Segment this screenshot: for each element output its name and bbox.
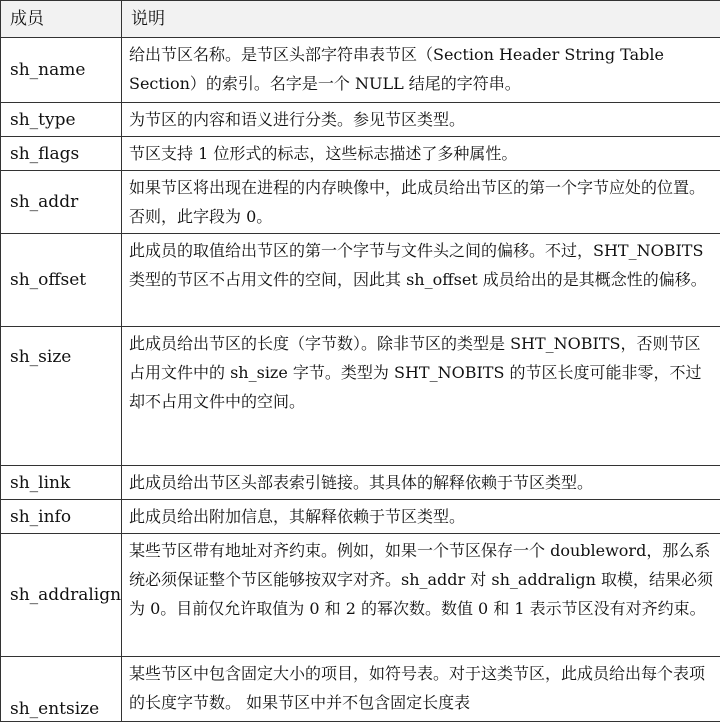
description-cell: 如果节区将出现在进程的内存映像中，此成员给出节区的第一个字节应处的位置。否则，此字段为 0。 [122,171,720,234]
description-cell: 此成员给出节区头部表索引链接。其具体的解释依赖于节区类型。 [122,466,720,500]
description-cell: 此成员给出节区的长度（字节数）。除非节区的类型是 SHT_NOBITS，否则节区占用文件中的 sh_size 字节。类型为 SHT_NOBITS 的节区长度可能非零，不过却不占用文件中的空间。 [122,327,720,466]
description-cell: 某些节区中包含固定大小的项目，如符号表。对于这类节区，此成员给出每个表项的长度字节数。 如果节区中并不包含固定长度表 [122,657,720,722]
description-cell: 此成员给出附加信息，其解释依赖于节区类型。 [122,500,720,534]
description-cell: 节区支持 1 位形式的标志，这些标志描述了多种属性。 [122,137,720,171]
table-row [1,103,720,137]
table-row [1,137,720,171]
member-cell: sh_entsize [1,657,122,722]
description-cell: 为节区的内容和语义进行分类。参见节区类型。 [122,103,720,137]
member-cell: sh_link [1,466,122,500]
description-cell: 某些节区带有地址对齐约束。例如，如果一个节区保存一个 doubleword，那么系统必须保证整个节区能够按双字对齐。sh_addr 对 sh_addralign 取模，结果必须为 0。目前仅允许取值为 0 和 2 的幂次数。数值 0 和 1 表示节区没有对齐约束。 [122,534,720,657]
table-row [1,234,720,327]
table-row [1,466,720,500]
member-cell: sh_size [1,327,122,466]
table-row [1,500,720,534]
header-description: 说明 [122,1,720,38]
member-cell: sh_addralign [1,534,122,657]
table-row [1,534,720,657]
member-cell: sh_info [1,500,122,534]
table-row [1,171,720,234]
member-cell: sh_addr [1,171,122,234]
table-header-row [1,1,720,38]
header-member: 成员 [1,1,122,38]
member-cell: sh_type [1,103,122,137]
table-row [1,38,720,103]
table-row [1,657,720,722]
description-cell: 此成员的取值给出节区的第一个字节与文件头之间的偏移。不过，SHT_NOBITS 类型的节区不占用文件的空间，因此其 sh_offset 成员给出的是其概念性的偏移。 [122,234,720,327]
description-cell: 给出节区名称。是节区头部字符串表节区（Section Header String Table Section）的索引。名字是一个 NULL 结尾的字符串。 [122,38,720,103]
table-row [1,327,720,466]
member-cell: sh_offset [1,234,122,327]
member-cell: sh_flags [1,137,122,171]
member-cell: sh_name [1,38,122,103]
